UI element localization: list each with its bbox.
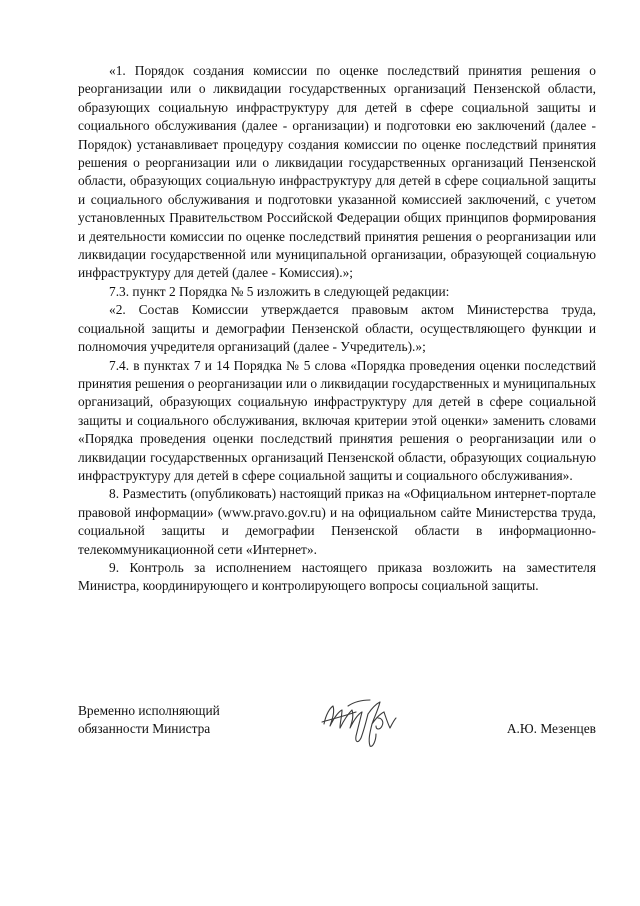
paragraph-commission-composition: «2. Состав Комиссии утверждается правовым актом Министерства труда, социальной защиты и демографии Пензенской области, осуществляющего функции и полномочия учредителя организаций (далее - Учредитель).»; xyxy=(78,302,596,355)
handwritten-signature xyxy=(318,688,400,754)
paragraph-item-7-4: 7.4. в пунктах 7 и 14 Порядка № 5 слова «Порядка проведения оценки последствий принятия решения о реорганизации или о ликвидации государственных и муниципальных организаций, образующих социальную инфраструктуру для детей в сфере социальной защиты и социального обслуживания, включая критерии этой оценки» заменить словами «Порядка проведения оценки последствий принятия решения о реорганизации или о ликвидации государственных организаций Пензенской области, образующих социальную инфраструктуру для детей в сфере социальной защиты и социального обслуживания». xyxy=(78,357,596,483)
signatory-position-line-2: обязанности Министра xyxy=(78,721,211,737)
signatory-name: А.Ю. Мезенцев xyxy=(506,721,596,736)
paragraph-item-8-publication: 8. Разместить (опубликовать) настоящий приказ на «Официальном интернет-портале правовой информации» (www.pravo.gov.ru) и на официальном сайте Министерства труда, социальной защиты и демографии Пензенской области в информационно-телекоммуникационной сети «Интернет». xyxy=(78,486,596,557)
paragraph-item-7-3: 7.3. пункт 2 Порядка № 5 изложить в следующей редакции: xyxy=(109,283,450,299)
signatory-position xyxy=(78,702,220,739)
signature-block xyxy=(78,702,596,762)
document-body xyxy=(78,62,596,596)
paragraph-order-definition: «1. Порядок создания комиссии по оценке последствий принятия решения о реорганизации или о ликвидации государственных организаций Пензенской области, образующих социальную инфраструктуру для детей в сфере социальной защиты и социального обслуживания (далее - организации) и подготовки ею заключений (далее - Порядок) устанавливает процедуру создания комиссии по оценке последствий принятия решения о реорганизации или о ликвидации государственных организаций Пензенской области, образующих социальную инфраструктуру для детей в сфере социальной защиты и социального обслуживания и подготовки указанной комиссией заключений, с учетом установленных Правительством Российской Федерации общих принципов формирования и деятельности комиссии по оценке последствий принятия решения о реорганизации или ликвидации государственной или муниципальной организации, образующей социальную инфраструктуру для детей (далее - Комиссия).»; xyxy=(78,63,596,281)
signatory-position-line-1: Временно исполняющий xyxy=(78,703,220,718)
paragraph-item-9-control: 9. Контроль за исполнением настоящего приказа возложить на заместителя Министра, координирующего и контролирующего вопросы социальной защиты. xyxy=(78,559,596,594)
